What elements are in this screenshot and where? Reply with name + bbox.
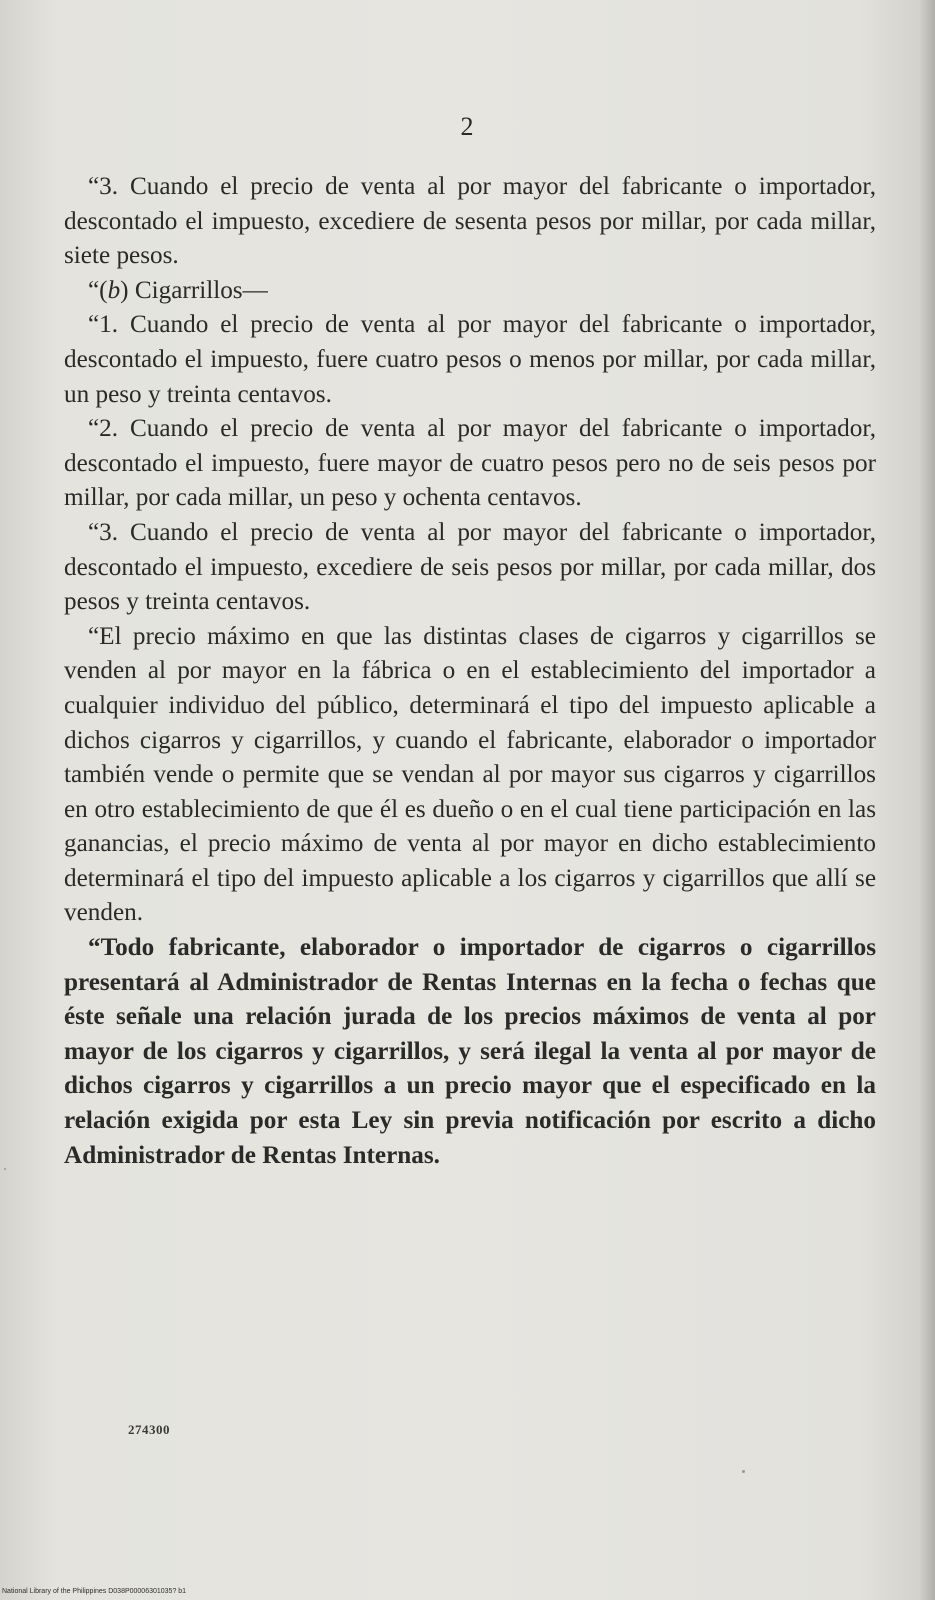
- heading-suffix: ) Cigarrillos—: [120, 276, 268, 304]
- body-text: [64, 170, 876, 1173]
- paragraph-6: “El precio máximo en que las distintas clases de cigarros y cigarrillos se venden al por mayor en la fábrica o en el establecimiento del importador a cualquier individuo del público, determinará el tipo del impuesto aplicable a dichos cigarros y cigarrillos, y cuando el fabricante, elaborador o importador también vende o permite que se vendan al por mayor sus cigarros y cigarrillos en otro establecimiento de que él es dueño o en el cual tiene participación en las ganancias, el precio máximo de venta al por mayor en dicho establecimiento determinará el tipo del impuesto aplicable a los cigarros y cigarrillos que allí se venden.: [64, 622, 876, 927]
- page-spine-shadow: [919, 0, 935, 1600]
- paragraph-2-cigarrillos-heading: [64, 274, 876, 309]
- paragraph-1: “3. Cuando el precio de venta al por mayor del fabricante o importador, descontado el impuesto, excediere de sesenta pesos por millar, por cada millar, siete pesos.: [64, 173, 876, 270]
- paragraph-4: “2. Cuando el precio de venta al por mayor del fabricante o importador, descontado el impuesto, fuere mayor de cuatro pesos pero no de seis pesos por millar, por cada millar, un peso y ochenta centavos.: [64, 415, 876, 512]
- folio-code: 274300: [128, 1422, 170, 1437]
- heading-letter: b: [107, 276, 121, 304]
- paper-speck: [742, 1470, 745, 1473]
- page-number: 2: [460, 112, 475, 141]
- paragraph-5: “3. Cuando el precio de venta al por mayor del fabricante o importador, descontado el impuesto, excediere de seis pesos por millar, por cada millar, dos pesos y treinta centavos.: [64, 518, 876, 616]
- heading-prefix: “(: [88, 276, 108, 304]
- paragraph-3: “1. Cuando el precio de venta al por mayor del fabricante o importador, descontado el impuesto, fuere cuatro pesos o menos por millar, por cada millar, un peso y treinta centavos.: [64, 311, 876, 408]
- paragraph-7: “Todo fabricante, elaborador o importador de cigarros o cigarrillos presentará al Administrador de Rentas Internas en la fecha o fechas que éste señale una relación jurada de los precios máximos de venta al por mayor de los cigarros y cigarrillos, y será ilegal la venta al por mayor de dichos cigarros y cigarrillos a un precio mayor que el especificado en la relación exigida por esta Ley sin previa notificación por escrito a dicho Administrador de Rentas Internas.: [64, 934, 876, 1169]
- paper-speck: [4, 1168, 6, 1170]
- archive-footer: National Library of the Philippines D038P00006301035? b1: [2, 1588, 187, 1595]
